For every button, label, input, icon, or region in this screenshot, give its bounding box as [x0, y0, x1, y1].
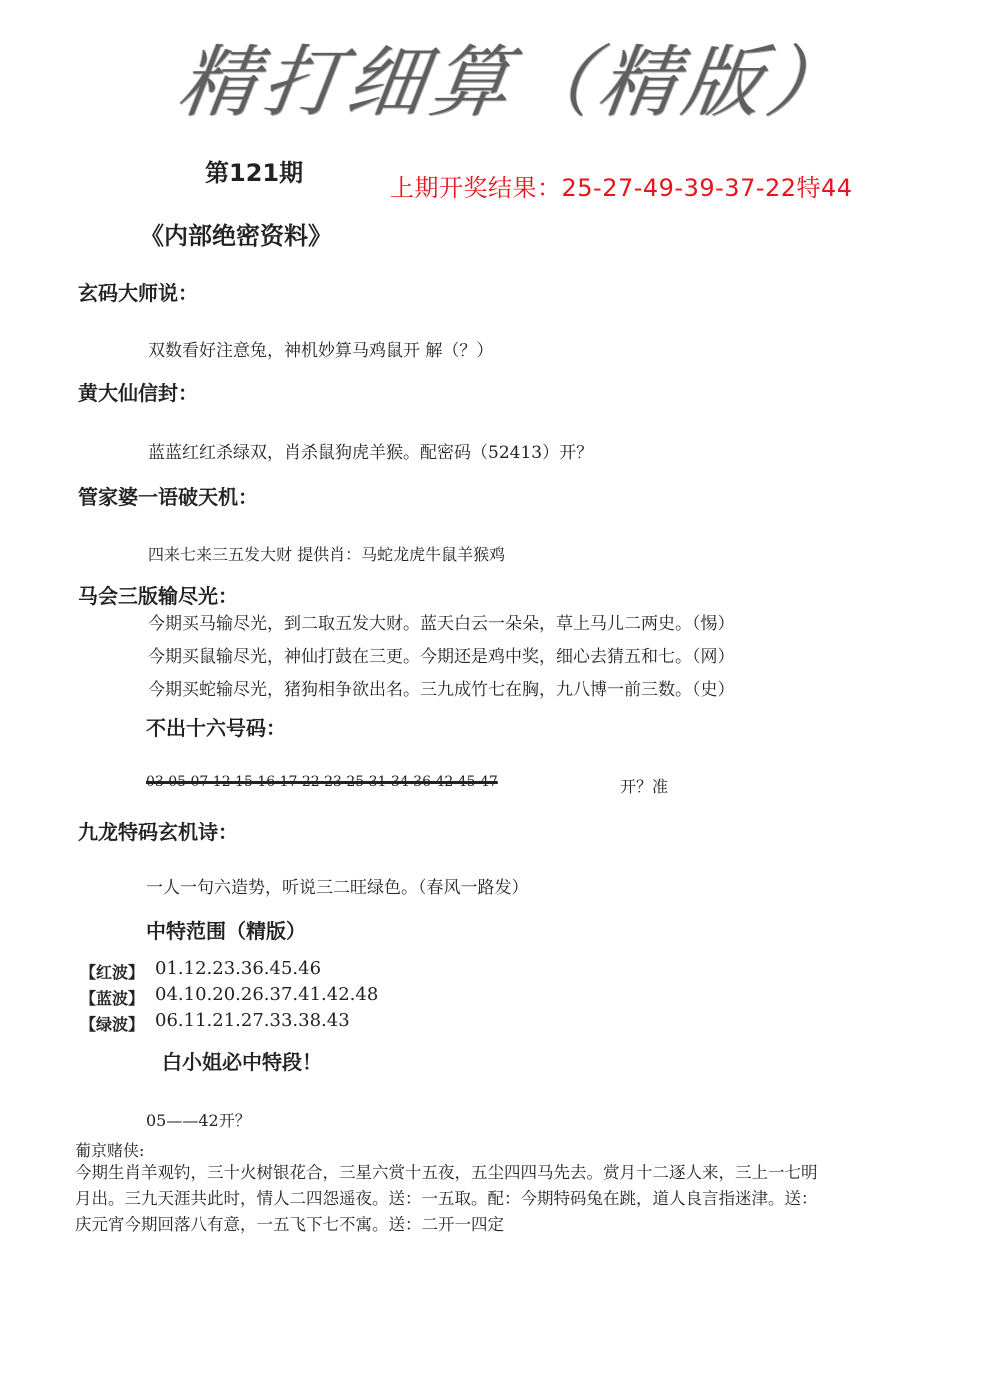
banner-title: 精打细算（精版） — [172, 38, 858, 128]
pujing-line-3: 庆元宵今期回落八有意，一五飞下七不寓。送：二开一四定 — [75, 1215, 504, 1234]
heading-pujing: 葡京赌侠: — [75, 1141, 145, 1160]
tag-blue-wave: 【蓝波】 — [80, 989, 145, 1008]
mahui-line-1: 今期买马输尽光，到二取五发大财。蓝天白云一朵朵，草上马儿二两史。（惕） — [148, 614, 735, 634]
heading-xuanma: 玄码大师说： — [78, 281, 198, 305]
text-bai: 05——42开？ — [146, 1111, 251, 1130]
pujing-paragraph — [75, 1160, 935, 1238]
tag-red-wave: 【红波】 — [80, 963, 145, 982]
document-title: 《内部绝密资料》 — [140, 221, 332, 250]
heading-buchu: 不出十六号码： — [146, 716, 286, 740]
nums-green-wave: 06.11.21.27.33.38.43 — [155, 1010, 350, 1031]
last-result: 上期开奖结果：25-27-49-39-37-22特44 — [390, 174, 853, 202]
heading-jiulong: 九龙特码玄机诗： — [78, 820, 238, 844]
excluded-numbers: 03 05 07 12 15 16 17 22 23 25 31 34 36 42 45 47 — [146, 774, 498, 790]
text-huang: 蓝蓝红红杀绿双，肖杀鼠狗虎羊猴。配密码（52413）开？ — [148, 443, 594, 463]
nums-blue-wave: 04.10.20.26.37.41.42.48 — [155, 984, 379, 1005]
pujing-line-1: 今期生肖羊观钓，三十火树银花合，三星六赏十五夜，五尘四四马先去。赏月十二逐人来，三上一七明 — [75, 1163, 818, 1182]
heading-huang: 黄大仙信封： — [78, 381, 198, 405]
heading-bai: 白小姐必中特段！ — [162, 1050, 322, 1074]
nums-red-wave: 01.12.23.36.45.46 — [155, 958, 322, 979]
mahui-line-2: 今期买鼠输尽光，神仙打鼓在三更。今期还是鸡中奖，细心去猜五和七。（网） — [148, 647, 735, 667]
issue-number: 第121期 — [205, 159, 304, 187]
heading-mahui: 马会三版输尽光： — [78, 584, 238, 608]
text-guanjia: 四来七来三五发大财 提供肖：马蛇龙虎牛鼠羊猴鸡 — [148, 545, 506, 564]
heading-guanjia: 管家婆一语破天机： — [78, 485, 258, 509]
text-jiulong: 一人一句六造势，听说三二旺绿色。（春风一路发） — [146, 878, 529, 898]
mahui-line-3: 今期买蛇输尽光，猪狗相争欲出名。三九成竹七在胸，九八博一前三数。（史） — [148, 680, 735, 700]
heading-fanwei: 中特范围（精版） — [146, 919, 306, 943]
pujing-line-2: 月出。三九天涯共此时，情人二四怨遥夜。送：一五取。配：今期特码兔在跳，道人良言指迷津。送： — [75, 1189, 818, 1208]
excluded-suffix: 开？准 — [620, 777, 669, 796]
text-xuanma: 双数看好注意兔，神机妙算马鸡鼠开 解（？） — [148, 341, 494, 361]
tag-green-wave: 【绿波】 — [80, 1015, 145, 1034]
